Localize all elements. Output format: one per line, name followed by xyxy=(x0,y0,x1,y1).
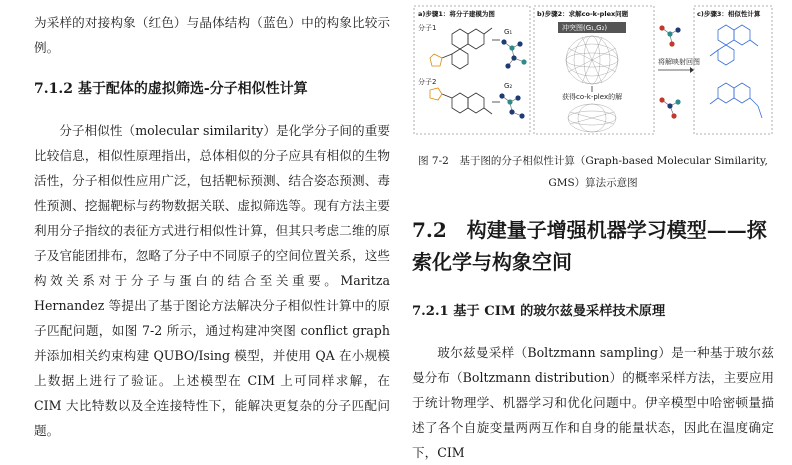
molecule-2-structure xyxy=(430,88,492,114)
solution-label: 获得co-k-plex的解 xyxy=(562,93,623,101)
solution-graph-ball xyxy=(568,104,616,132)
molecule-1-structure xyxy=(430,28,492,69)
mapped-graph-1-nodes xyxy=(659,25,680,46)
body-paragraph-molecular-similarity: 分子相似性（molecular similarity）是化学分子间的重要比较信息，相似性原理指出，总体相似的分子应具有相似的生物活性，分子相似性应用广泛，包括靶标预测、结合姿态预测、毒性预测、挖掘靶标与药物数据关联、虚拟筛选等。现有方法主要利用分子指纹的表征方式进行相似性计算，但其只考虑二维的原子及官能团排布，忽略了分子中不同原子的空间位置关系，这些构效关系对于分子与蛋白的结合至关重要。Maritza Hernandez 等提出了基于图论方法解决分子相似性计算中的原子匹配问题，如图 7-2 所示，通过构建冲突图 conflict graph 并添加相关约束构建 QUBO/Ising 模型，并使用 QA 在小规模上数据上进行了验证。上述模型在 CIM 上可同样求解，在 CIM 大比特数以及全连接特性下，能解决更复杂的分子匹配问题。 xyxy=(34,123,390,438)
similarity-molecule-bottom xyxy=(710,83,762,118)
graph-2-label: G₂ xyxy=(504,82,513,90)
chapter-heading-7-2: 7.2 构建量子增强机器学习模型——探索化学与构象空间 xyxy=(412,218,767,274)
molecule-1-label: 分子1 xyxy=(418,24,437,32)
section-heading-7-2-1: 7.2.1 基于 CIM 的玻尔兹曼采样技术原理 xyxy=(412,304,666,319)
similarity-molecule-top xyxy=(710,25,758,65)
arrow-mapping-head xyxy=(690,67,694,73)
mapping-label: 将解映射回图 xyxy=(658,58,700,66)
panel-c-frame xyxy=(694,6,772,134)
intro-paragraph: 为采样的对接构象（红色）与晶体结构（蓝色）中的构象比较示例。 xyxy=(34,15,390,55)
figure-7-2 xyxy=(412,4,774,136)
graph-1-nodes xyxy=(501,39,526,68)
mapped-graph-2-nodes xyxy=(659,97,680,118)
graph-1-label: G₁ xyxy=(504,28,513,36)
figure-caption: 图 7-2 基于图的分子相似性计算（Graph-based Molecular Similarity, GMS）算法示意图 xyxy=(418,155,768,189)
conflict-graph-label: 冲突图(G₁,G₂) xyxy=(562,24,608,32)
panel-b-label: b)步骤2：求解co-k-plex问题 xyxy=(537,10,629,18)
molecule-2-label: 分子2 xyxy=(418,78,437,86)
conflict-graph-ball xyxy=(566,36,618,84)
panel-a-label: a)步骤1：将分子建模为图 xyxy=(418,10,495,18)
graph-2-nodes xyxy=(499,93,524,118)
panel-c-label: c)步骤3：相似性计算 xyxy=(697,10,761,18)
section-heading-7-1-2: 7.1.2 基于配体的虚拟筛选-分子相似性计算 xyxy=(34,81,308,97)
body-paragraph-boltzmann: 玻尔兹曼采样（Boltzmann sampling）是一种基于玻尔兹曼分布（Boltzmann distribution）的概率采样方法，主要应用于统计物理学、机器学习和优化问题中。伊辛模型中哈密顿量描述了各个自旋变量两两互作和自身的能量状态，因此在温度确定下，CIM xyxy=(412,345,774,460)
